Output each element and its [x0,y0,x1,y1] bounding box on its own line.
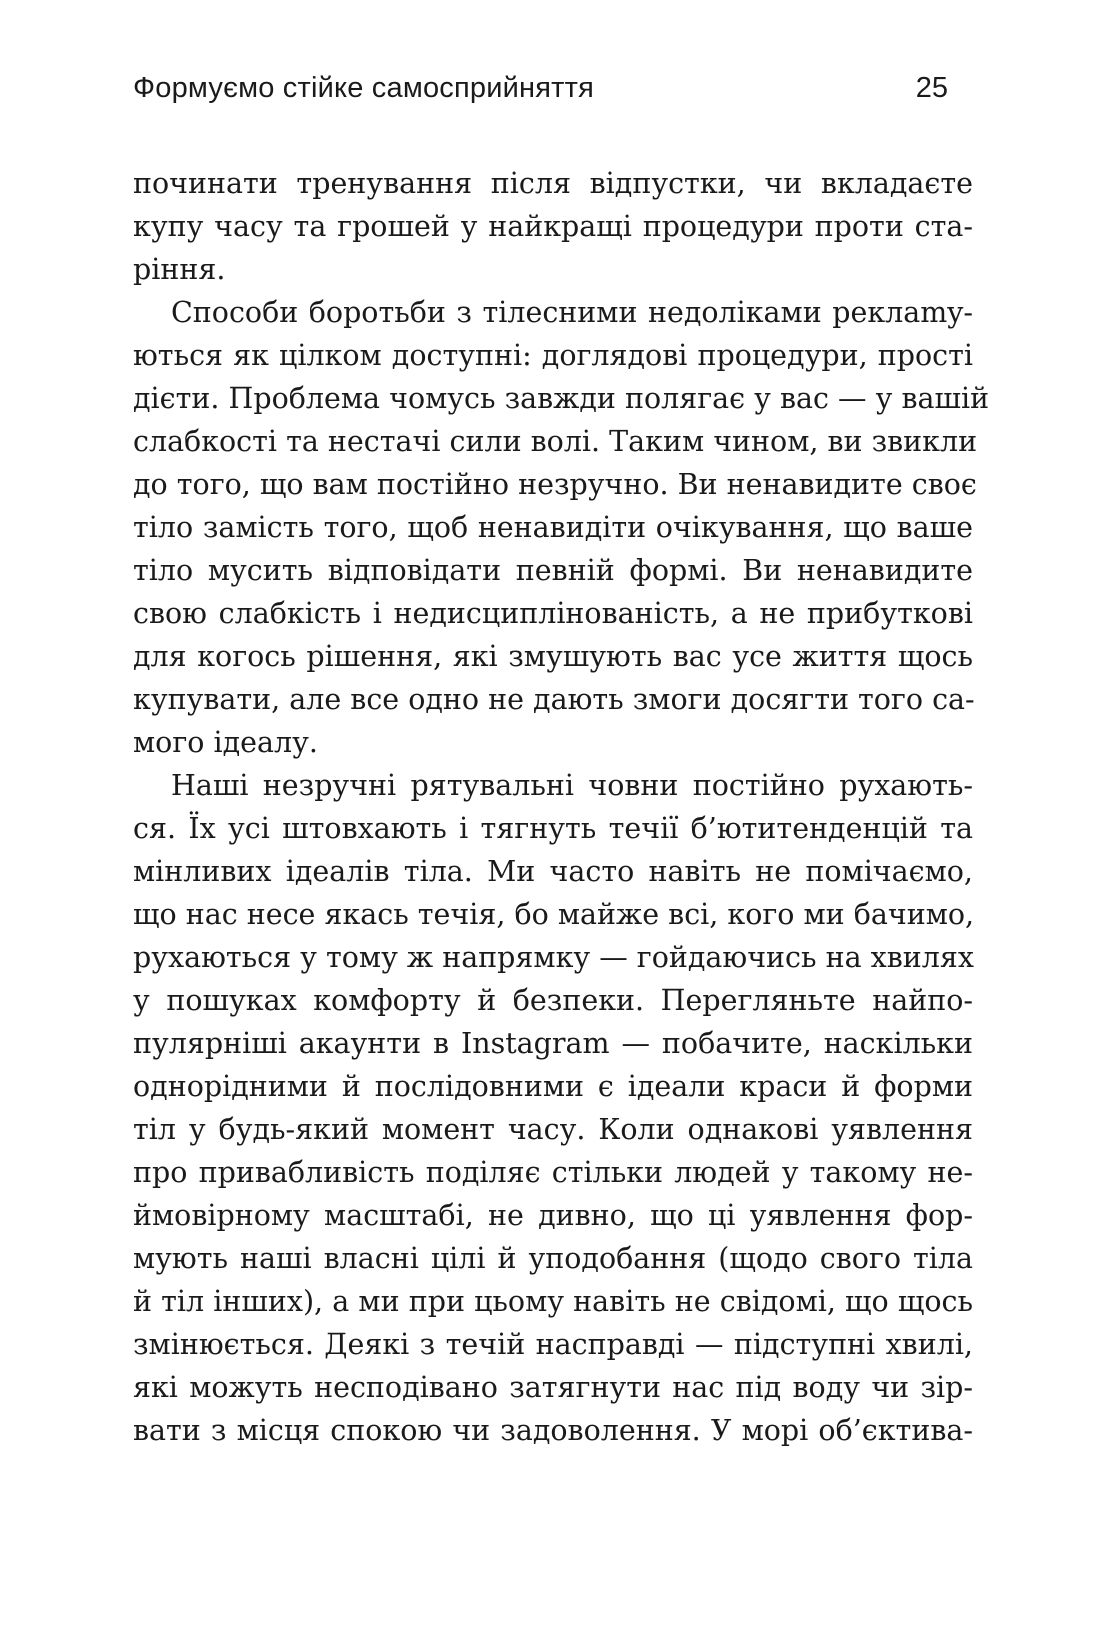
text-line: мого ідеалу. [133,726,318,759]
text-line: ріння. [133,253,226,286]
text-line: тіло замість того, щоб ненавидіти очікування, що ваше [133,511,973,544]
page-number: 25 [915,72,948,104]
text-line: до того, що вам постійно незручно. Ви ненавидите своє [133,468,977,501]
text-line: рухаються у тому ж напрямку — гойдаючись на хвилях [133,941,974,974]
text-line: що нас несе якась течія, бо майже всі, кого ми бачимо, [133,898,975,931]
text-line: починати тренування після відпустки, чи вкладаєте [133,167,973,200]
text-line: слабкості та нестачі сили волі. Таким чином, ви звикли [133,425,978,458]
text-line: ся. Їх усі штовхають і тягнуть течії б’ютитенденцій та [133,812,973,845]
text-line: змінюється. Деякі з течій насправді — підступні хвилі, [133,1328,973,1361]
text-line: у пошуках комфорту й безпеки. Перегляньте найпо- [133,984,973,1017]
text-line: які можуть несподівано затягнути нас під воду чи зір- [133,1371,973,1404]
text-line: мують наші власні цілі й уподобання (щодо свого тіла [133,1242,973,1275]
paragraph-first-line: Способи боротьби з тілесними недоліками реклаmy- [171,296,973,329]
text-line: для когось рішення, які змушують вас усе життя щось [133,640,973,673]
text-line: купувати, але все одно не дають змоги досягти того са- [133,683,975,716]
text-line: дієти. Проблема чомусь завжди полягає у вас — у вашій [133,382,990,415]
running-title: Формуємо стійке самосприйняття [133,72,595,104]
paragraph-first-line: Наші незручні рятувальні човни постійно рухають- [171,769,973,802]
text-line: й тіл інших), а ми при цьому навіть не свідомі, що щось [133,1285,973,1318]
text-line: ймовірному масштабі, не дивно, що ці уявлення фор- [133,1199,973,1232]
text-line: тіл у будь-який момент часу. Коли однакові уявлення [133,1113,973,1146]
text-line: вати з місця спокою чи задоволення. У морі об’єктива- [133,1414,973,1447]
text-line: свою слабкість і недисциплінованість, а не прибуткові [133,597,973,630]
text-line: мінливих ідеалів тіла. Ми часто навіть не помічаємо, [133,855,973,888]
text-line: про привабливість поділяє стільки людей у такому не- [133,1156,973,1189]
text-line: тіло мусить відповідати певній формі. Ви ненавидите [133,554,973,587]
text-line: ються як цілком доступні: доглядові процедури, прості [133,339,973,372]
text-line: пулярніші акаунти в Instagram — побачите, наскільки [133,1027,973,1060]
text-line: купу часу та грошей у найкращі процедури проти ста- [133,210,973,243]
text-line: однорідними й послідовними є ідеали краси й форми [133,1070,973,1103]
